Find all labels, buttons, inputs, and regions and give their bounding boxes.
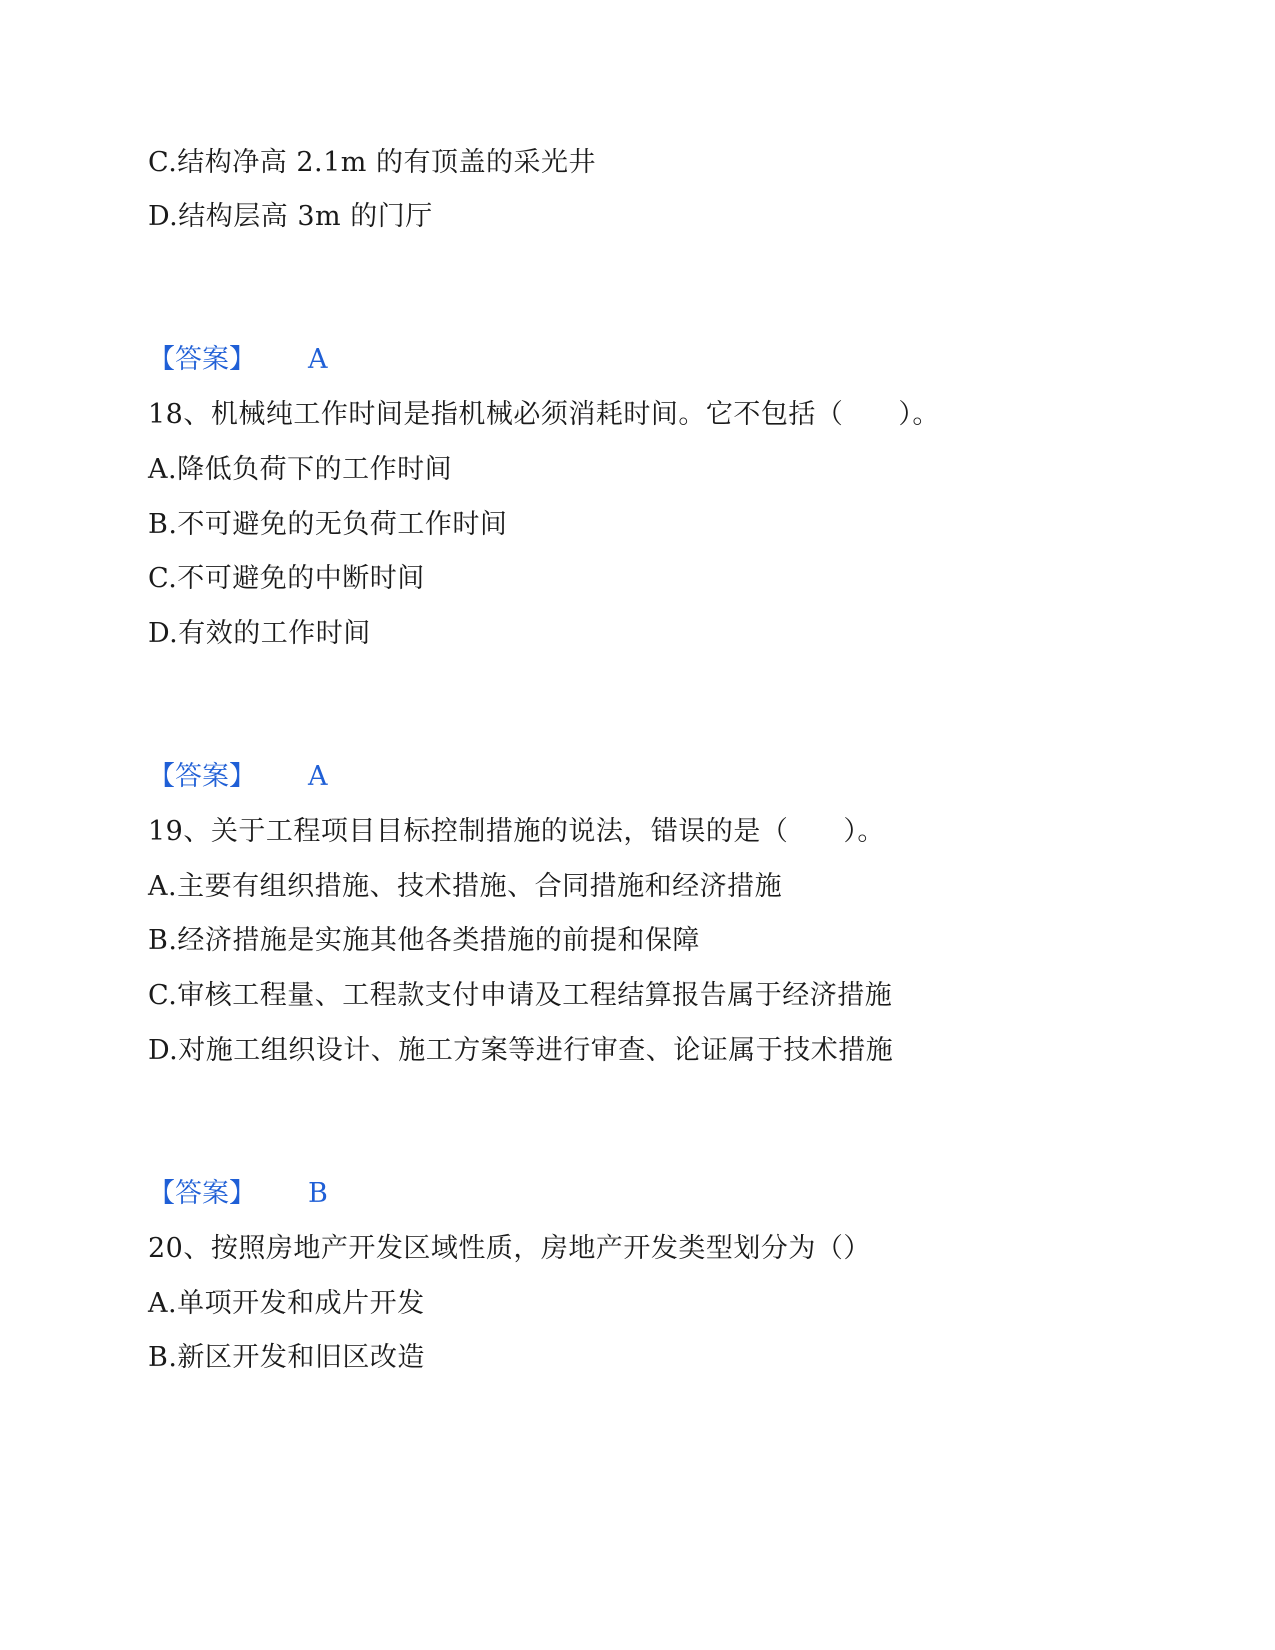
q19-answer bbox=[148, 1177, 328, 1211]
answer-label: 【答案】 bbox=[148, 344, 256, 375]
answer-value: B bbox=[308, 1178, 328, 1209]
answer-value: A bbox=[308, 761, 328, 792]
q17-answer bbox=[148, 343, 328, 377]
answer-value: A bbox=[308, 344, 328, 375]
q18-option-b: B.不可避免的无负荷工作时间 bbox=[148, 509, 508, 540]
q20-option-b: B.新区开发和旧区改造 bbox=[148, 1342, 425, 1373]
q19-option-a: A.主要有组织措施、技术措施、合同措施和经济措施 bbox=[148, 871, 783, 902]
q19-question: 19、关于工程项目目标控制措施的说法，错误的是（ ）。 bbox=[148, 816, 885, 847]
q18-option-c: C.不可避免的中断时间 bbox=[148, 563, 425, 594]
q20-option-a: A.单项开发和成片开发 bbox=[148, 1288, 425, 1319]
q18-option-d: D.有效的工作时间 bbox=[148, 618, 371, 649]
q18-answer bbox=[148, 760, 328, 794]
q19-option-d: D.对施工组织设计、施工方案等进行审查、论证属于技术措施 bbox=[148, 1035, 894, 1066]
answer-label: 【答案】 bbox=[148, 1178, 256, 1209]
q17-option-d: D.结构层高 3m 的门厅 bbox=[148, 201, 433, 232]
q19-option-b: B.经济措施是实施其他各类措施的前提和保障 bbox=[148, 925, 700, 956]
q17-option-c: C.结构净高 2.1m 的有顶盖的采光井 bbox=[148, 147, 596, 178]
q20-question: 20、按照房地产开发区域性质，房地产开发类型划分为（） bbox=[148, 1233, 871, 1264]
q18-option-a: A.降低负荷下的工作时间 bbox=[148, 454, 453, 485]
answer-label: 【答案】 bbox=[148, 761, 256, 792]
q19-option-c: C.审核工程量、工程款支付申请及工程结算报告属于经济措施 bbox=[148, 980, 893, 1011]
q18-question: 18、机械纯工作时间是指机械必须消耗时间。它不包括（ ）。 bbox=[148, 399, 940, 430]
